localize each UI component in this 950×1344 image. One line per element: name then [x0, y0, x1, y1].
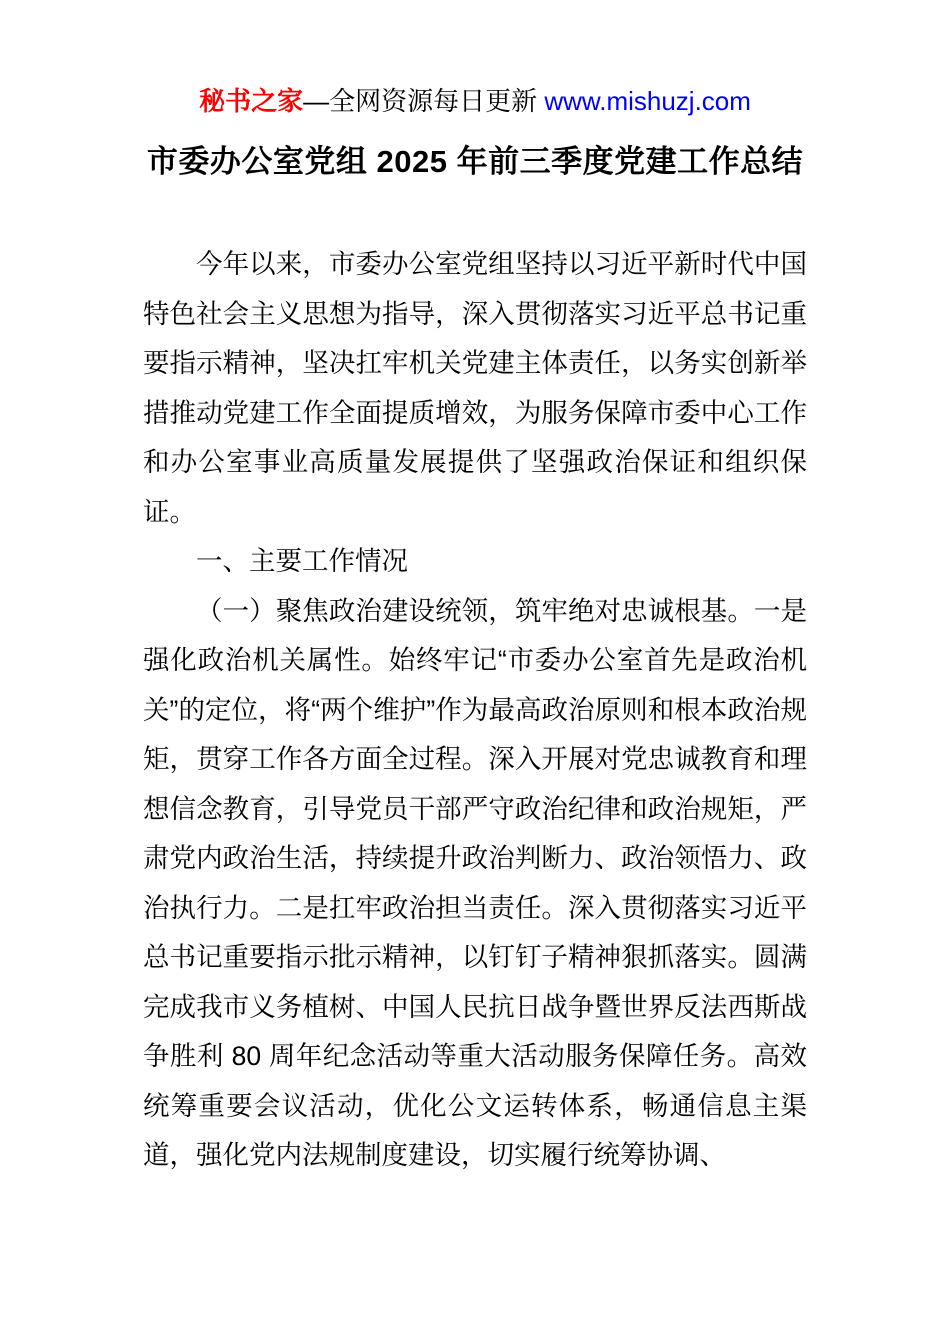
body-paragraph-section-one: （一）聚焦政治建设统领，筑牢绝对忠诚根基。一是强化政治机关属性。始终牢记“市委办公室首先是政治机关”的定位，将“两个维护”作为最高政治原则和根本政治规矩，贯穿工作各方面全过程。深入开展对党忠诚教育和理想信念教育，引导党员干部严守政治纪律和政治规矩，严肃党内政治生活，持续提升政治判断力、政治领悟力、政治执行力。二是扛牢政治担当责任。深入贯彻落实习近平总书记重要指示批示精神，以钉钉子精神狠抓落实。圆满完成我市义务植树、中国人民抗日战争暨世界反法西斯战争胜利 80 周年纪念活动等重大活动服务保障任务。高效统筹重要会议活动，优化公文运转体系，畅通信息主渠道，强化党内法规制度建设，切实履行统筹协调、	[143, 595, 807, 1170]
site-url-link[interactable]: www.mishuzj.com	[544, 86, 751, 116]
document-title: 市委办公室党组 2025 年前三季度党建工作总结	[146, 144, 804, 179]
site-header	[0, 84, 950, 118]
site-tagline: —全网资源每日更新	[303, 86, 545, 116]
site-brand-name: 秘书之家	[199, 86, 304, 116]
body-heading-main-work: 一、主要工作情况	[196, 546, 408, 576]
body-paragraph-intro: 今年以来，市委办公室党组坚持以习近平新时代中国特色社会主义思想为指导，深入贯彻落实习近平总书记重要指示精神，坚决扛牢机关党建主体责任，以务实创新举措推动党建工作全面提质增效，为服务保障市委中心工作和办公室事业高质量发展提供了坚强政治保证和组织保证。	[143, 249, 807, 527]
document-body	[143, 240, 807, 1181]
